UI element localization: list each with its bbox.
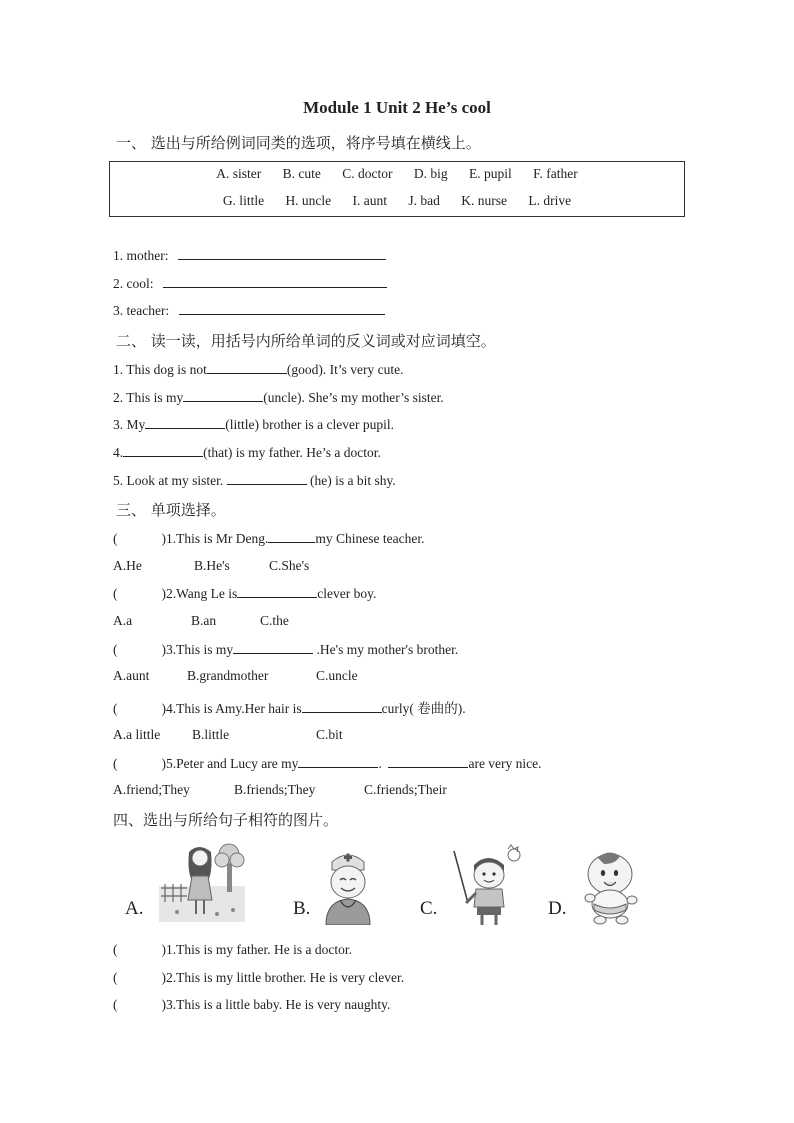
options-box [109, 161, 685, 217]
answer-blank[interactable] [298, 755, 378, 768]
answer-blank[interactable] [207, 361, 287, 374]
answer-blank[interactable] [145, 416, 225, 429]
s2-item-4: 4. (that) is my father. He’s a doctor. [113, 445, 381, 460]
option: I. aunt [352, 193, 388, 208]
answer-blank[interactable] [302, 700, 382, 713]
answer-blank[interactable] [178, 247, 386, 260]
s3-question-3: ( )3.This is my .He's my mother's brother. [113, 642, 459, 657]
picture-label-d: D. [548, 898, 567, 919]
option: L. drive [528, 193, 572, 208]
s3-question-1: ( )1.This is Mr Deng. my Chinese teacher. [113, 531, 425, 546]
answer-blank[interactable] [237, 585, 317, 598]
answer-blank[interactable] [123, 444, 203, 457]
s2-item-1: 1. This dog is not (good). It’s very cute. [113, 362, 404, 377]
answer-blank[interactable] [227, 472, 307, 485]
option: D. big [413, 166, 448, 181]
picture-label-b: B. [293, 898, 311, 919]
baby-picture [580, 848, 642, 926]
s4-item-1: ( )1.This is my father. He is a doctor. [113, 942, 352, 957]
options-row-1 [110, 166, 684, 182]
s2-item-5: 5. Look at my sister. (he) is a bit shy. [113, 473, 396, 488]
options-row-2 [110, 193, 684, 209]
section2-heading: 二、 读一读，用括号内所给单词的反义词或对应词填空。 [116, 332, 496, 350]
section1-heading: 一、 选出与所给例词同类的选项，将序号填在横线上。 [116, 134, 481, 152]
page-title: Module 1 Unit 2 He’s cool [303, 98, 491, 117]
option: J. bad [408, 193, 440, 208]
boy-with-pointer-picture [448, 843, 530, 927]
s2-item-2: 2. This is my (uncle). She’s my mother’s sister. [113, 390, 444, 405]
s2-item-3: 3. My (little) brother is a clever pupil. [113, 417, 394, 432]
s1-item-1: 1. mother: [113, 247, 386, 264]
option: H. uncle [285, 193, 332, 208]
picture-label-a: A. [125, 898, 144, 919]
s4-item-3: ( )3.This is a little baby. He is very naughty. [113, 997, 391, 1012]
option: F. father [533, 166, 578, 181]
answer-blank[interactable] [233, 641, 313, 654]
s1-item-2: 2. cool: [113, 275, 387, 292]
s3-question-2: ( )2.Wang Le is clever boy. [113, 586, 377, 601]
option: C. doctor [342, 166, 393, 181]
answer-blank[interactable] [183, 389, 263, 402]
section3-heading: 三、 单项选择。 [116, 501, 226, 519]
doctor-picture [322, 850, 374, 925]
answer-blank[interactable] [179, 302, 385, 315]
girl-with-tree-picture [157, 840, 247, 925]
s3-question-5: ( )5.Peter and Lucy are my . are very nice. [113, 756, 542, 771]
option: K. nurse [461, 193, 508, 208]
s3-question-4: ( )4.This is Amy.Her hair is curly( 卷曲的). [113, 701, 466, 716]
section4-heading: 四、选出与所给句子相符的图片。 [113, 811, 339, 829]
s4-item-2: ( )2.This is my little brother. He is very clever. [113, 970, 405, 985]
answer-blank[interactable] [388, 755, 468, 768]
answer-blank[interactable] [268, 530, 315, 543]
option: E. pupil [468, 166, 512, 181]
s1-item-3: 3. teacher: [113, 302, 385, 319]
option: B. cute [282, 166, 321, 181]
option: A. sister [216, 166, 262, 181]
answer-blank[interactable] [163, 275, 387, 288]
option: G. little [222, 193, 265, 208]
picture-label-c: C. [420, 898, 438, 919]
